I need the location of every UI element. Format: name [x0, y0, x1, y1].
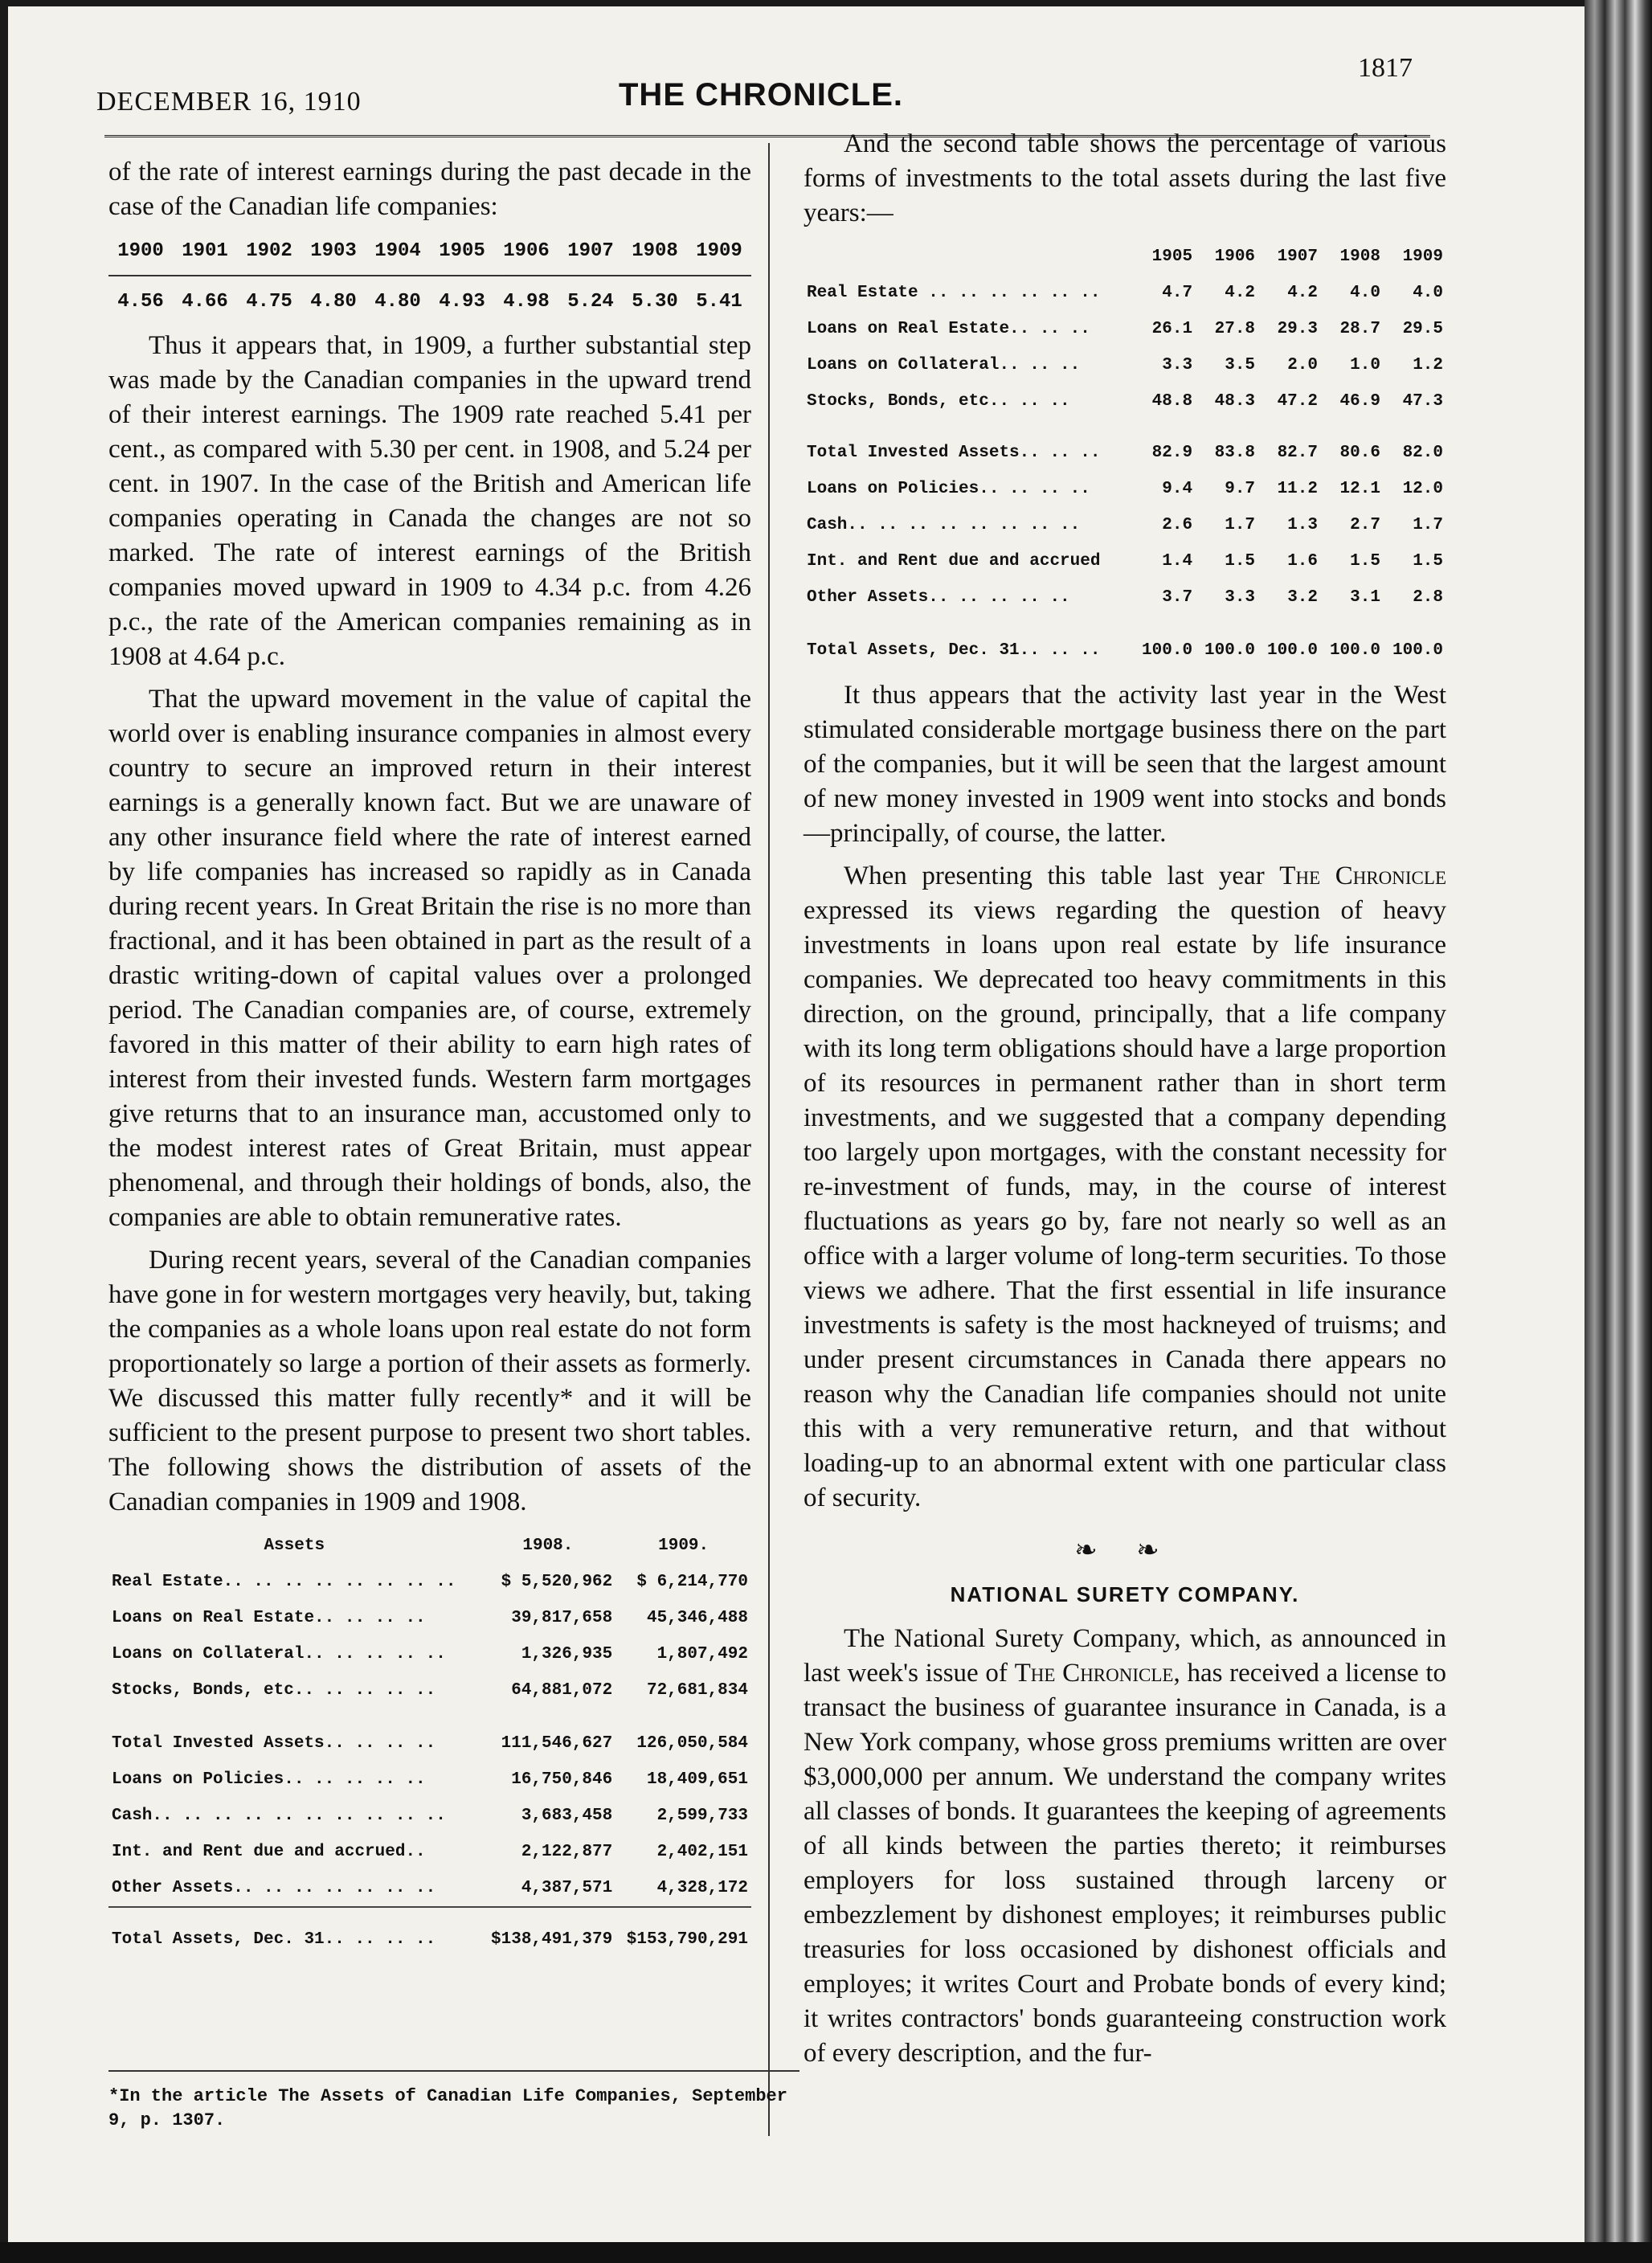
- pct-value: 3.1: [1350, 588, 1380, 607]
- right-intro: And the second table shows the percentage of various forms of investments to the total assets during the last five years:—: [804, 129, 1446, 227]
- pct-row: [804, 543, 1446, 579]
- left-paragraph-3: During recent years, several of the Canadian companies have gone in for western mortgages very heavily, but, taking the companies as a whole loans upon real estate do not form proportionately so large a portion of their assets as formerly. We discussed this matter fully recently* and it will be sufficient to the present purpose to present two short tables. The following shows the distribution of assets of the Canadian companies in 1909 and 1908.: [108, 1246, 751, 1516]
- assets-value-1908: 16,750,846: [511, 1770, 613, 1789]
- rates-year: 1904: [366, 232, 430, 276]
- left-column: [108, 155, 751, 1958]
- pct-value: 4.0: [1413, 284, 1443, 302]
- assets-row-label: Real Estate.. .. .. .. .. .. .. ..: [112, 1573, 456, 1591]
- assets-value-1909: 72,681,834: [646, 1681, 748, 1700]
- rates-year: 1901: [173, 232, 237, 276]
- pct-row-label: Real Estate .. .. .. .. .. ..: [807, 284, 1101, 302]
- assets-row: [108, 1762, 751, 1798]
- page-header: [8, 6, 1585, 143]
- left-paragraph-2: That the upward movement in the value of capital the world over is enabling insurance companies in almost every country to secure an improved return in their interest earnings is a generally known fact. But we are unaware of any other insurance field where the rate of interest earned by life companies has increased so rapidly as in Canada during recent years. In Great Britain the rise is no more than fractional, and it has been obtained in part as the result of a drastic writing-down of capital values over a prolonged period. The Canadian companies are, of course, extremely favored in this matter of their ability to earn high rates of interest from their invested funds. Western farm mortgages give returns that to an insurance man, accustomed only to the modest interest rates of Great Britain, must appear phenomenal, and through their holdings of bonds, also, the companies are able to obtain remunerative rates.: [108, 685, 751, 1232]
- pct-value: 1.3: [1287, 516, 1318, 534]
- pct-value: 47.2: [1277, 392, 1318, 411]
- p3-lead: The National Surety Company, which, as announced in last week's issue of: [804, 1624, 1446, 1688]
- right-paragraph-3: [804, 1622, 1446, 2071]
- pct-value: 46.9: [1339, 392, 1380, 411]
- assets-row: [108, 1672, 751, 1709]
- assets-value-1908: 3,683,458: [521, 1807, 613, 1825]
- pct-corner: [804, 239, 1133, 275]
- pct-value: 29.5: [1402, 320, 1443, 338]
- right-paragraph-2: [804, 859, 1446, 1516]
- pct-value: 28.7: [1339, 320, 1380, 338]
- assets-value-1909: 1,807,492: [656, 1645, 748, 1663]
- rates-year: 1903: [301, 232, 366, 276]
- pct-row-label: Total Invested Assets.. .. ..: [807, 444, 1101, 462]
- pct-value: 3.3: [1225, 588, 1256, 607]
- pct-row: [804, 311, 1446, 347]
- footnote: *In the article The Assets of Canadian Life Companies, September 9, p. 1307.: [108, 2070, 799, 2133]
- assets-row: [108, 1834, 751, 1870]
- assets-value-1909: 2,599,733: [656, 1807, 748, 1825]
- pct-value: 2.8: [1413, 588, 1443, 607]
- pct-value: 47.3: [1402, 392, 1443, 411]
- assets-row-label: Stocks, Bonds, etc.. .. .. .. ..: [112, 1681, 436, 1700]
- assets-row: [108, 1709, 751, 1762]
- pct-value: 12.1: [1339, 480, 1380, 498]
- pct-row: [804, 347, 1446, 383]
- assets-value-1909: 18,409,651: [646, 1770, 748, 1789]
- header-title: THE CHRONICLE.: [619, 77, 903, 113]
- pct-row-label: Int. and Rent due and accrued: [807, 552, 1101, 571]
- assets-value-1909: $ 6,214,770: [636, 1573, 748, 1591]
- assets-total-row: [108, 1907, 751, 1958]
- pct-value: 2.7: [1350, 516, 1380, 534]
- assets-total-1909: $153,790,291: [615, 1907, 751, 1958]
- pct-value: 82.9: [1151, 444, 1193, 462]
- pct-value: 48.3: [1214, 392, 1256, 411]
- pct-total-value: 100.0: [1329, 641, 1380, 660]
- rates-year: 1907: [558, 232, 623, 276]
- pct-value: 1.2: [1413, 356, 1443, 374]
- assets-value-1908: 111,546,627: [501, 1734, 613, 1753]
- pct-value: 82.0: [1402, 444, 1443, 462]
- pct-value: 48.8: [1151, 392, 1193, 411]
- pct-value: 1.4: [1162, 552, 1193, 571]
- page: [8, 6, 1585, 2242]
- pct-value: 3.5: [1225, 356, 1256, 374]
- pct-value: 2.0: [1287, 356, 1318, 374]
- pct-value: 80.6: [1339, 444, 1380, 462]
- pct-value: 1.7: [1413, 516, 1443, 534]
- rates-value: 5.30: [632, 291, 678, 313]
- rates-value: 4.98: [503, 291, 550, 313]
- assets-value-1909: 126,050,584: [636, 1734, 748, 1753]
- p3-body: has received a license to transact the business of guarantee insurance in Canada, is a New York company, whose gross premiums written are over $3,000,000 per annum. We understand the company writes all classes of bonds. It guarantees the keeping of agreements of all kinds between the parties thereto; it reimburses employers for loss sustained through larceny or embezzlement by dishonest employes; it reimburses public treasuries for loss occasioned by dishonest officials and employes; it writes Court and Probate bonds of every kind; it writes contractors' bonds guaranteeing construction work of every description, and the fur-: [804, 1659, 1447, 2068]
- rates-years-row: [108, 232, 751, 276]
- pct-value: 9.4: [1162, 480, 1193, 498]
- assets-value-1908: 64,881,072: [511, 1681, 613, 1700]
- pct-value: 4.2: [1287, 284, 1318, 302]
- column-divider: [768, 143, 770, 2136]
- assets-row: [108, 1600, 751, 1636]
- assets-value-1908: $ 5,520,962: [501, 1573, 613, 1591]
- assets-value-1908: 39,817,658: [511, 1609, 613, 1627]
- assets-row-label: Loans on Real Estate.. .. .. ..: [112, 1609, 426, 1627]
- pct-value: 27.8: [1214, 320, 1256, 338]
- pct-row: [804, 579, 1446, 616]
- rates-year: 1909: [687, 232, 751, 276]
- pct-value: 1.5: [1413, 552, 1443, 571]
- assets-value-1909: 45,346,488: [646, 1609, 748, 1627]
- assets-col-1909: 1909.: [658, 1537, 709, 1555]
- rates-year: 1902: [237, 232, 301, 276]
- pct-value: 83.8: [1214, 444, 1256, 462]
- p2-lead: When presenting this table last year: [844, 861, 1265, 890]
- rates-values-row: [108, 276, 751, 321]
- pct-value: 1.0: [1350, 356, 1380, 374]
- pct-row-label: Stocks, Bonds, etc.. .. ..: [807, 392, 1070, 411]
- assets-row-label: Total Invested Assets.. .. .. ..: [112, 1734, 436, 1753]
- rates-value: 5.24: [567, 291, 614, 313]
- scan-bottom-edge: [0, 2242, 1652, 2263]
- pct-row-label: Loans on Collateral.. .. ..: [807, 356, 1081, 374]
- pct-row: [804, 275, 1446, 311]
- right-column: [804, 127, 1446, 2079]
- percentage-table: [804, 239, 1446, 669]
- fleuron-ornament: ❧ ❧: [1074, 1536, 1176, 1565]
- pct-value: 12.0: [1402, 480, 1443, 498]
- right-paragraph-1: It thus appears that the activity last year in the West stimulated considerable mortgage business there on the part of the companies, but it will be seen that the largest amount of new money invested in 1909 went into stocks and bonds—principally, of course, the latter.: [804, 681, 1446, 848]
- assets-total-1908: $138,491,379: [480, 1907, 616, 1958]
- pct-value: 4.2: [1225, 284, 1256, 302]
- pct-total-value: 100.0: [1392, 641, 1443, 660]
- rates-value: 5.41: [696, 291, 742, 313]
- rates-year: 1900: [108, 232, 173, 276]
- rates-year: 1905: [430, 232, 494, 276]
- pct-row: [804, 471, 1446, 507]
- pct-total-row: [804, 616, 1446, 669]
- rates-year: 1906: [494, 232, 558, 276]
- pct-total-label: Total Assets, Dec. 31.. .. ..: [807, 641, 1101, 660]
- assets-label-header: Assets: [264, 1537, 325, 1555]
- pct-value: 82.7: [1277, 444, 1318, 462]
- assets-col-1908: 1908.: [522, 1537, 574, 1555]
- assets-header-row: [108, 1528, 751, 1564]
- pct-value: 4.7: [1162, 284, 1193, 302]
- rates-value: 4.93: [439, 291, 485, 313]
- assets-row: [108, 1636, 751, 1672]
- rates-year: 1908: [623, 232, 687, 276]
- interest-rates-table: [108, 232, 751, 321]
- pct-total-value: 100.0: [1266, 641, 1318, 660]
- pct-row: [804, 507, 1446, 543]
- left-intro: of the rate of interest earnings during the past decade in the case of the Canadian life companies:: [108, 158, 751, 221]
- pct-value: 11.2: [1277, 480, 1318, 498]
- pct-year: 1905: [1151, 248, 1193, 266]
- rates-value: 4.80: [374, 291, 421, 313]
- pct-value: 1.6: [1287, 552, 1318, 571]
- assets-row: [108, 1564, 751, 1600]
- pct-value: 26.1: [1151, 320, 1193, 338]
- book-spine: [1585, 0, 1652, 2263]
- pct-row: [804, 383, 1446, 419]
- assets-row-label: Cash.. .. .. .. .. .. .. .. .. ..: [112, 1807, 446, 1825]
- pct-total-value: 100.0: [1204, 641, 1256, 660]
- header-page-number: 1817: [1358, 53, 1413, 83]
- pct-year: 1908: [1339, 248, 1380, 266]
- pct-years-row: [804, 239, 1446, 275]
- rates-value: 4.56: [117, 291, 164, 313]
- assets-row-label: Other Assets.. .. .. .. .. .. ..: [112, 1879, 436, 1897]
- rates-value: 4.66: [182, 291, 228, 313]
- p2-body: expressed its views regarding the question of heavy investments in loans upon real estate by life insurance companies. We deprecated too heavy commitments in this direction, on the ground, principally, that a life company with its long term obligations should have a large proportion of its resources in permanent rather than in short term investments, and we suggested that a company depending too largely upon mortgages, with the constant necessity for re-investment of funds, may, in the course of interest fluctuations as years go by, fare not nearly so well as an office with a larger volume of long-term securities. To those views we adhere. That the first essential in life insurance investments is safety is the most hackneyed of truisms; and under present circumstances in Canada there appears no reason why the Canadian life companies should not unite this with a very remunerative return, and that without loading-up to an abnormal extent with one particular class of security.: [804, 896, 1446, 1512]
- pct-value: 4.0: [1350, 284, 1380, 302]
- pct-value: 3.3: [1162, 356, 1193, 374]
- assets-total-label: Total Assets, Dec. 31.. .. .. ..: [108, 1907, 480, 1958]
- assets-row: [108, 1798, 751, 1834]
- assets-value-1909: 2,402,151: [656, 1843, 748, 1861]
- pct-row: [804, 419, 1446, 471]
- pct-row-label: Loans on Policies.. .. .. ..: [807, 480, 1090, 498]
- assets-row: [108, 1870, 751, 1907]
- pct-value: 29.3: [1277, 320, 1318, 338]
- assets-value-1909: 4,328,172: [656, 1879, 748, 1897]
- pct-value: 3.2: [1287, 588, 1318, 607]
- assets-row-label: Loans on Policies.. .. .. .. ..: [112, 1770, 426, 1789]
- pct-value: 1.5: [1350, 552, 1380, 571]
- section-title: NATIONAL SURETY COMPANY.: [950, 1582, 1300, 1606]
- assets-table: [108, 1528, 751, 1958]
- pct-year: 1909: [1402, 248, 1443, 266]
- pct-year: 1906: [1214, 248, 1256, 266]
- pct-value: 2.6: [1162, 516, 1193, 534]
- left-paragraph-1: Thus it appears that, in 1909, a further substantial step was made by the Canadian companies in the upward trend of their interest earnings. The 1909 rate reached 5.41 per cent., as compared with 5.30 per cent. in 1908, and 5.24 per cent. in 1907. In the case of the British and American life companies operating in Canada the changes are not so marked. The rate of interest earnings of the British companies moved upward in 1909 to 4.34 p.c. from 4.26 p.c., the rate of the American companies remaining as in 1908 at 4.64 p.c.: [108, 331, 751, 671]
- assets-value-1908: 2,122,877: [521, 1843, 613, 1861]
- pct-row-label: Cash.. .. .. .. .. .. .. ..: [807, 516, 1081, 534]
- header-date: DECEMBER 16, 1910: [96, 87, 362, 117]
- rates-value: 4.80: [310, 291, 357, 313]
- pct-value: 1.5: [1225, 552, 1256, 571]
- pct-year: 1907: [1277, 248, 1318, 266]
- assets-value-1908: 1,326,935: [521, 1645, 613, 1663]
- assets-row-label: Int. and Rent due and accrued..: [112, 1843, 426, 1861]
- assets-row-label: Loans on Collateral.. .. .. .. ..: [112, 1645, 446, 1663]
- pct-value: 3.7: [1162, 588, 1193, 607]
- chronicle-name: The Chronicle: [1279, 861, 1446, 890]
- assets-value-1908: 4,387,571: [521, 1879, 613, 1897]
- pct-value: 1.7: [1225, 516, 1256, 534]
- pct-value: 9.7: [1225, 480, 1256, 498]
- chronicle-name: The Chronicle,: [1014, 1659, 1180, 1688]
- pct-row-label: Loans on Real Estate.. .. ..: [807, 320, 1090, 338]
- pct-row-label: Other Assets.. .. .. .. ..: [807, 588, 1070, 607]
- rates-value: 4.75: [246, 291, 292, 313]
- pct-total-value: 100.0: [1142, 641, 1193, 660]
